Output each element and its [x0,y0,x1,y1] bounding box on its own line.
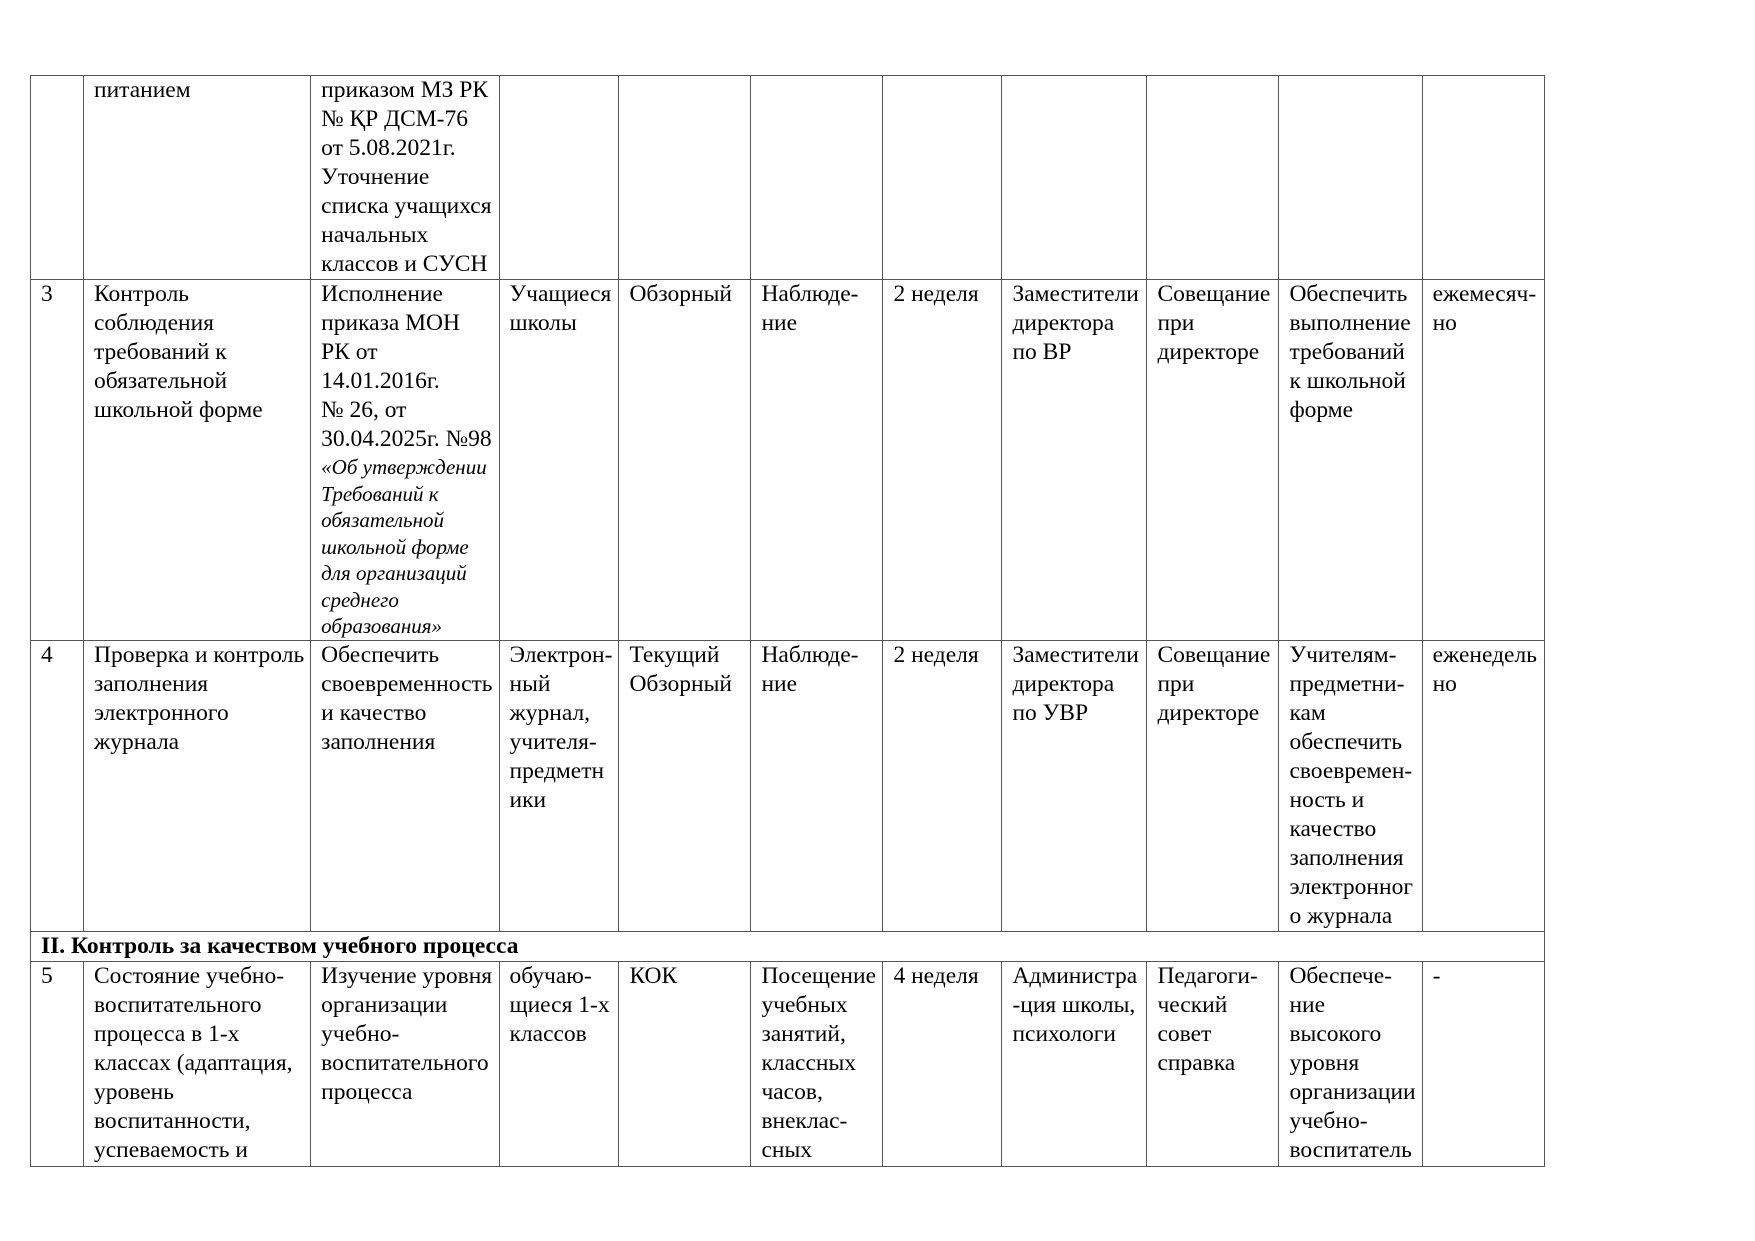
cell-responsible: Администра -ция школы, психологи [1002,962,1147,1167]
cell-number: 3 [31,280,84,641]
table-row [31,641,1545,932]
cell-purpose: приказом МЗ РК № ҚР ДСМ-76 от 5.08.2021г. Уточнение списка учащихся начальных классов и СУСН [311,76,499,280]
cell-method [751,76,883,280]
cell-period: 2 неделя [883,280,1002,641]
cell-subject: Состояние учебно- воспитательного процесса в 1-х классах (адаптация, уровень воспитанности, успеваемость и [84,962,311,1167]
cell-type [619,76,751,280]
cell-period [883,76,1002,280]
cell-period: 2 неделя [883,641,1002,932]
cell-frequency [1422,76,1544,280]
cell-number: 5 [31,962,84,1167]
cell-method: Посещение учебных занятий, классных часов, внеклас- сных [751,962,883,1167]
cell-responsible: Заместители директора по УВР [1002,641,1147,932]
table-row [31,76,1545,280]
cell-period: 4 неделя [883,962,1002,1167]
cell-subject: Контроль соблюдения требований к обязательной школьной форме [84,280,311,641]
cell-type: КОК [619,962,751,1167]
cell-object: Электрон- ный журнал, учителя- предметн ики [499,641,619,932]
cell-review: Совещание при директоре [1147,280,1279,641]
cell-number: 4 [31,641,84,932]
cell-purpose: Исполнение приказа МОН РК от 14.01.2016г. № 26, от 30.04.2025г. №98 «Об утверждении Требований к обязательной школьной форме для организаций среднего образования» [311,280,499,641]
cell-decision [1279,76,1422,280]
cell-subject: Проверка и контроль заполнения электронного журнала [84,641,311,932]
section-title: II. Контроль за качеством учебного процесса [31,932,1545,962]
cell-object: обучаю- щиеся 1-х классов [499,962,619,1167]
section-row [31,932,1545,962]
cell-frequency: еженедель но [1422,641,1544,932]
cell-decision: Обеспече- ние высокого уровня организации учебно- воспитатель [1279,962,1422,1167]
table-row [31,962,1545,1167]
cell-method: Наблюде- ние [751,641,883,932]
cell-frequency: - [1422,962,1544,1167]
cell-object: Учащиеся школы [499,280,619,641]
cell-review: Педагоги- ческий совет справка [1147,962,1279,1167]
cell-number [31,76,84,280]
cell-purpose: Обеспечить своевременность и качество заполнения [311,641,499,932]
control-plan-table [30,75,1545,1167]
cell-subject: питанием [84,76,311,280]
cell-decision: Учителям- предметни- кам обеспечить своевремен- ность и качество заполнения электронног о журнала [1279,641,1422,932]
cell-responsible [1002,76,1147,280]
cell-object [499,76,619,280]
cell-purpose: Изучение уровня организации учебно- воспитательного процесса [311,962,499,1167]
cell-frequency: ежемесяч- но [1422,280,1544,641]
cell-type: Обзорный [619,280,751,641]
cell-type: Текущий Обзорный [619,641,751,932]
cell-decision: Обеспечить выполнение требований к школьной форме [1279,280,1422,641]
cell-review: Совещание при директоре [1147,641,1279,932]
table-row [31,280,1545,641]
cell-review [1147,76,1279,280]
cell-method: Наблюде- ние [751,280,883,641]
cell-responsible: Заместители директора по ВР [1002,280,1147,641]
